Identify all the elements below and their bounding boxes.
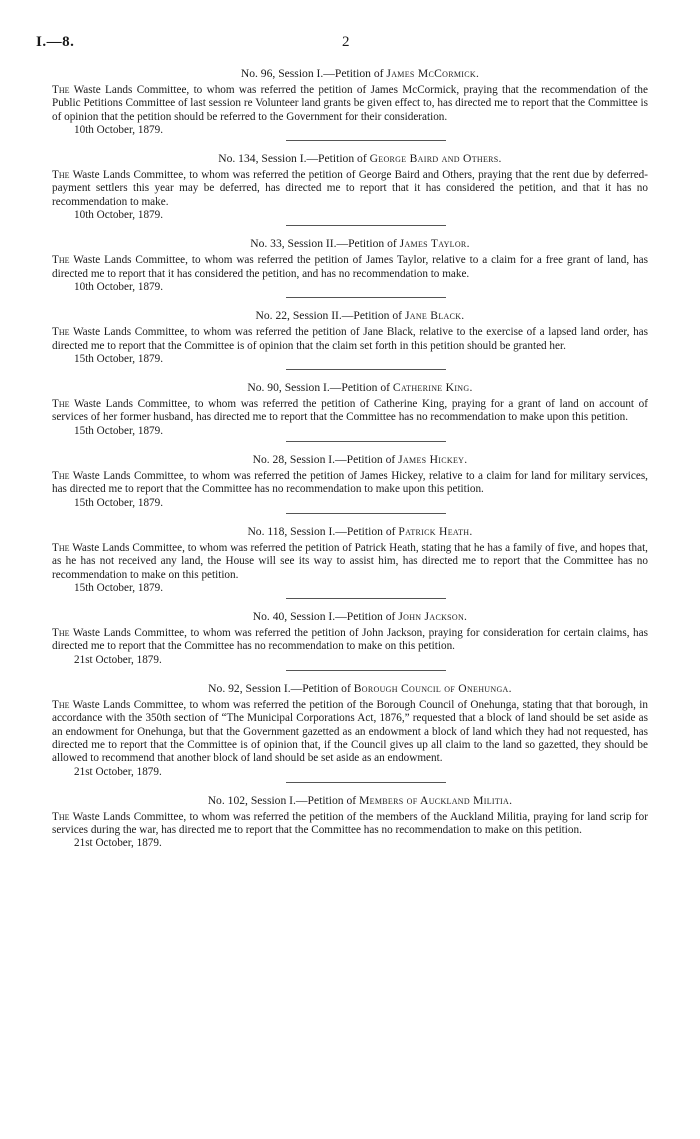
report-body: Waste Lands Committee, to whom was referred the petition of Patrick Heath, stating that he has a family of five, and hopes that, as he has not received any land, the House will see its way to assist him, has directed me to report that the Committee has no recommendation to make on this petition. [52, 541, 648, 581]
petitioner-name: Catherine King. [392, 381, 473, 395]
petitioner-name: Jane Black. [404, 309, 465, 323]
petition-report [52, 609, 648, 671]
report-body: Waste Lands Committee, to whom was referred the petition of John Jackson, praying for consideration for certain claims, has directed me to report that the Committee has no recommendation to make on this petition. [52, 627, 648, 653]
petition-report [52, 452, 648, 514]
petitioner-name: Borough Council of Onehunga. [353, 682, 512, 696]
petition-report [52, 681, 648, 783]
report-text [52, 470, 648, 497]
report-body: Waste Lands Committee, to whom was referred the petition of the members of the Auckland Militia, praying for land scrip for services during the war, has directed me to report that the Committee has no recommendation to make on this petition. [52, 810, 648, 837]
petition-report [52, 66, 648, 141]
report-body: Waste Lands Committee, to whom was referred the petition of the Borough Council of Onehunga, stating that that borough, in accordance with the 350th section of “The Municipal Corporations Act, 1876,” requested that a block of land should be set aside as an endowment for Onehunga, but that the Government gazetted as an endowment a block of land which they had not requested, has directed me to report that the Committee is of opinion that, if the Council gives up all claim to the land so gazetted, they should be allowed to recommend that another block of land should be set aside as an endowment. [52, 699, 648, 765]
petition-report [52, 236, 648, 298]
report-lead-word: The [52, 398, 70, 411]
section-divider [286, 441, 446, 442]
petition-number: No. 118, Session I.—Petition of [247, 524, 396, 538]
petition-number: No. 102, Session I.—Petition of [207, 793, 357, 807]
report-lead-word: The [52, 84, 70, 96]
report-lead-word: The [52, 470, 70, 483]
section-divider [286, 140, 446, 141]
report-text [52, 627, 648, 654]
petitioner-name: James Hickey. [398, 453, 468, 467]
petitioner-name: Patrick Heath. [398, 524, 473, 538]
report-date: 21st October, 1879. [74, 653, 162, 666]
section-divider [286, 369, 446, 370]
page-number: 2 [342, 34, 350, 50]
petition-heading [52, 236, 648, 251]
petitioner-name: James McCormick. [386, 67, 480, 80]
petition-number: No. 28, Session I.—Petition of [252, 453, 396, 467]
report-body: Waste Lands Committee, to whom was referred the petition of James Taylor, relative to a claim for a free grant of land, has directed me to report that it has considered the petition, and has no recommendation to make. [52, 254, 648, 280]
report-date: 15th October, 1879. [74, 352, 164, 365]
report-body: Waste Lands Committee, to whom was referred the petition of Catherine King, praying for a grant of land on account of services of her former husband, has directed me to report that the Committee has no recommendation to make upon this petition. [52, 398, 648, 424]
petition-number: No. 22, Session II.—Petition of [255, 309, 403, 323]
petitioner-name: George Baird and Others. [369, 152, 502, 166]
petition-number: No. 92, Session I.—Petition of [208, 682, 351, 696]
report-date: 15th October, 1879. [74, 424, 164, 437]
report-date: 10th October, 1879. [74, 123, 164, 136]
report-date: 21st October, 1879. [74, 765, 162, 778]
report-lead-word: The [52, 699, 70, 712]
report-body: Waste Lands Committee, to whom was referred the petition of James McCormick, praying that the recommendation of the Public Petitions Committee of last session re Volunteer land grants be given effect to, has directed me to report that the Committee is of opinion that the petition should be referred to the Government for their consideration. [52, 84, 648, 123]
section-divider [286, 513, 446, 514]
page-header [36, 34, 648, 54]
petition-number: No. 96, Session I.—Petition of [240, 67, 384, 80]
report-text [52, 811, 648, 838]
petition-heading [52, 151, 648, 166]
report-body: Waste Lands Committee, to whom was referred the petition of James Hickey, relative to a claim for land for military services, has directed me to report that the Committee has no recommendation to make upon this petition. [52, 470, 648, 496]
petition-report [52, 793, 648, 851]
petition-report [52, 380, 648, 442]
section-divider [286, 225, 446, 226]
section-divider [286, 670, 446, 671]
petition-report [52, 151, 648, 226]
petition-heading [52, 524, 648, 539]
report-lead-word: The [52, 326, 70, 339]
petition-number: No. 33, Session II.—Petition of [250, 237, 397, 251]
petition-heading [52, 793, 648, 808]
petition-heading [52, 380, 648, 395]
report-date: 10th October, 1879. [74, 209, 164, 222]
report-date: 10th October, 1879. [74, 280, 164, 293]
report-text [52, 84, 648, 124]
report-text [52, 542, 648, 582]
petition-reports [52, 66, 648, 851]
petition-heading [52, 681, 648, 696]
report-body: Waste Lands Committee, to whom was referred the petition of Jane Black, relative to the exercise of a lapsed land order, has directed me to report that the Committee is of opinion that the claim set forth in this petition should be granted her. [52, 326, 648, 352]
petition-number: No. 90, Session I.—Petition of [247, 381, 391, 395]
petitioner-name: Members of Auckland Militia. [359, 793, 513, 807]
report-lead-word: The [52, 627, 70, 640]
report-text [52, 699, 648, 765]
petition-number: No. 134, Session I.—Petition of [218, 152, 367, 166]
section-divider [286, 297, 446, 298]
petitioner-name: James Taylor. [399, 237, 470, 251]
report-lead-word: The [52, 810, 70, 823]
report-lead-word: The [52, 254, 70, 267]
section-divider [286, 782, 446, 783]
petition-report [52, 308, 648, 370]
petition-number: No. 40, Session I.—Petition of [252, 610, 396, 624]
petition-report [52, 524, 648, 599]
report-text [52, 254, 648, 281]
report-lead-word: The [52, 169, 70, 182]
report-body: Waste Lands Committee, to whom was referred the petition of George Baird and Others, praying that the rent due by deferred-payment settlers this year may be deferred, has directed me to report that it has considered the petition, and that it has no recommendation to make. [52, 169, 648, 208]
report-text [52, 169, 648, 209]
section-divider [286, 598, 446, 599]
petition-heading [52, 452, 648, 467]
petition-heading [52, 308, 648, 323]
report-date: 21st October, 1879. [74, 837, 162, 850]
report-text [52, 326, 648, 353]
report-date: 15th October, 1879. [74, 496, 164, 509]
petitioner-name: John Jackson. [398, 610, 468, 624]
report-text [52, 398, 648, 425]
report-lead-word: The [52, 541, 70, 554]
document-reference: I.—8. [36, 34, 75, 50]
petition-heading [52, 66, 648, 81]
petition-heading [52, 609, 648, 624]
report-date: 15th October, 1879. [74, 581, 164, 594]
